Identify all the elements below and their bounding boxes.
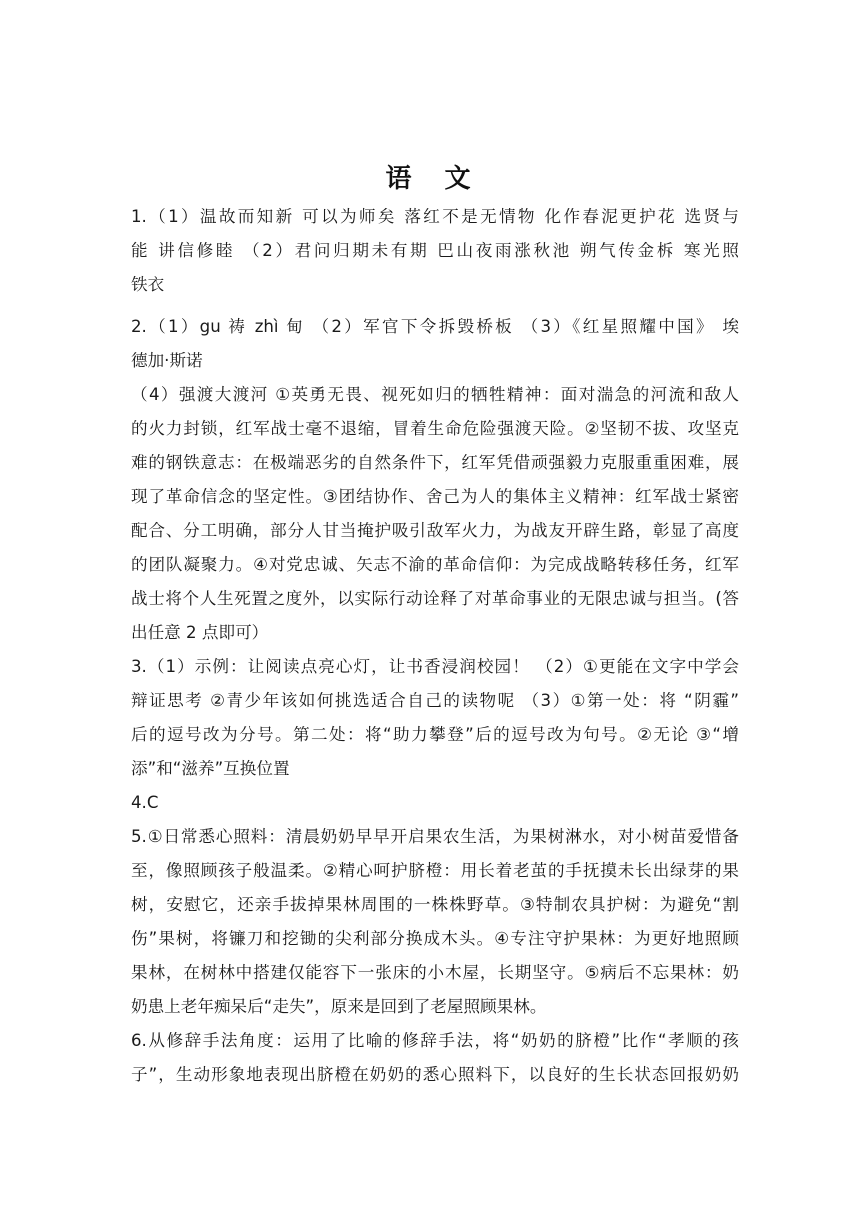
text-line: 至，像照顾孩子般温柔。②精心呵护脐橙：用长着老茧的手抚摸未长出绿芽的果 xyxy=(131,861,739,880)
text-line: 6.从修辞手法角度：运用了比喻的修辞手法，将“奶奶的脐橙”比作“孝顺的孩 xyxy=(131,1031,739,1050)
text-line: 德加·斯诺 xyxy=(131,351,203,370)
text-line: 辩证思考 ②青少年该如何挑选适合自己的读物呢 （3）①第一处：将 “阴霾” xyxy=(131,691,739,710)
text-line: 配合、分工明确，部分人甘当掩护吸引敌军火力，为战友开辟生路，彰显了高度 xyxy=(131,521,739,540)
text-line: 果林，在树林中搭建仅能容下一张床的小木屋，长期坚守。⑤病后不忘果林：奶 xyxy=(131,963,739,982)
paragraph-gap xyxy=(131,302,739,310)
text-line: 铁衣 xyxy=(131,275,165,294)
text-line: 5.①日常悉心照料：清晨奶奶早早开启果农生活，为果树淋水，对小树苗爱惜备 xyxy=(131,827,739,846)
text-line: 4.C xyxy=(131,793,159,812)
text-line: （4）强渡大渡河 ①英勇无畏、视死如归的牺牲精神：面对湍急的河流和敌人 xyxy=(131,385,739,404)
text-line: 的火力封锁，红军战士毫不退缩，冒着生命危险强渡天险。②坚韧不拔、攻坚克 xyxy=(131,419,739,438)
text-line: 现了革命信念的坚定性。③团结协作、舍己为人的集体主义精神：红军战士紧密 xyxy=(131,487,739,506)
text-line: 能 讲信修睦 （2）君问归期未有期 巴山夜雨涨秋池 朔气传金柝 寒光照 xyxy=(131,241,739,260)
text-line: 后的逗号改为分号。第二处：将“助力攀登”后的逗号改为句号。②无论 ③“增 xyxy=(131,725,739,744)
text-line: 奶患上老年痴呆后“走失”，原来是回到了老屋照顾果林。 xyxy=(131,997,547,1016)
text-line: 伤”果树，将镰刀和挖锄的尖利部分换成木头。④专注守护果林：为更好地照顾 xyxy=(131,929,739,948)
text-line: 3.（1）示例：让阅读点亮心灯，让书香浸润校园！ （2）①更能在文字中学会 xyxy=(131,657,739,676)
text-line: 添”和“滋养”互换位置 xyxy=(131,759,290,778)
text-line: 战士将个人生死置之度外，以实际行动诠释了对革命事业的无限忠诚与担当。(答 xyxy=(131,589,739,608)
text-line: 出任意 2 点即可） xyxy=(131,623,269,642)
text-line: 1.（1）温故而知新 可以为师矣 落红不是无情物 化作春泥更护花 选贤与 xyxy=(131,207,739,226)
text-line: 难的钢铁意志：在极端恶劣的自然条件下，红军凭借顽强毅力克服重重困难，展 xyxy=(131,453,739,472)
text-line: 树，安慰它，还亲手拔掉果林周围的一株株野草。③特制农具护树：为避免“割 xyxy=(131,895,739,914)
text-line: 2.（1）gu 祷 zhì 甸 （2）军官下令拆毁桥板 （3）《红星照耀中国》 埃 xyxy=(131,317,739,336)
answer-text-body xyxy=(131,200,739,1092)
text-line: 的团队凝聚力。④对党忠诚、矢志不渝的革命信仰：为完成战略转移任务，红军 xyxy=(131,555,739,574)
text-line: 子”，生动形象地表现出脐橙在奶奶的悉心照料下，以良好的生长状态回报奶奶 xyxy=(131,1065,739,1084)
page-title: 语 文 xyxy=(385,164,483,194)
